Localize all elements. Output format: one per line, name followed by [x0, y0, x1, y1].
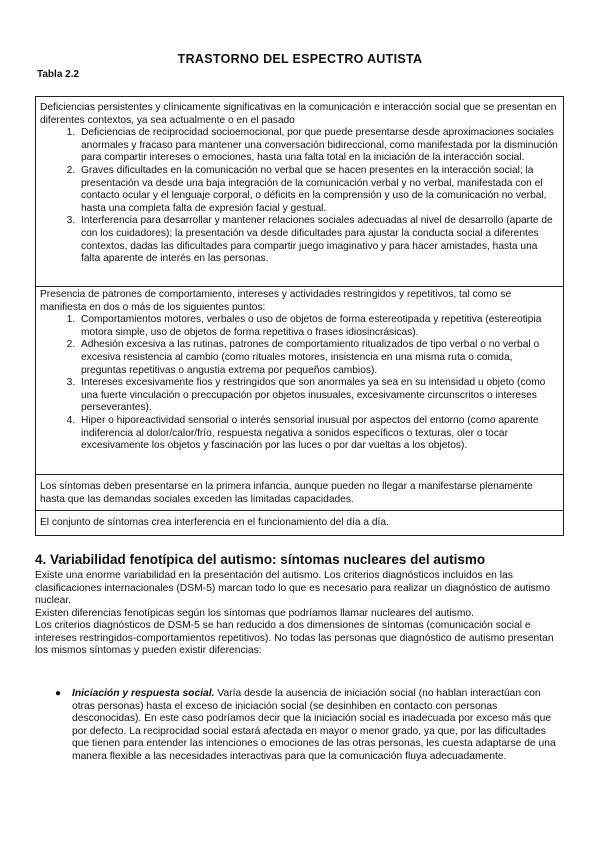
criteria-item: 4. Hiper o hiporeactividad sensorial o interés sensorial inusual por aspectos del entorno (como aparente indiferencia al dolor/calor/frío, respuesta negativa a sonidos específicos o texturas, oler o tocar excesivamente los objetos y fascinación por las luces o por dar vueltas a los objetos).	[78, 415, 559, 453]
criteria-item: 1. Comportamientos motores, verbales o uso de objetos de forma estereotipada y repetitiva (estereotipia motora simple, uso de objetos de forma repetitiva o frases idiosincrásicas).	[78, 314, 559, 339]
criteria-intro: Presencia de patrones de comportamiento, intereses y actividades restringidos y repetitivos, tal como se manifiesta en dos o más de los siguientes puntos:	[40, 289, 512, 313]
section-heading: 4. Variabilidad fenotípica del autismo: síntomas nucleares del autismo	[35, 552, 486, 567]
criteria-row-interference: El conjunto de síntomas crea interferencia en el funcionamiento del día a día.	[36, 510, 563, 535]
body-paragraph: Los criterios diagnósticos de DSM-5 se han reducido a dos dimensiones de síntomas (comunicación social e intereses restringidos-comportamientos repetitivos). No todas las personas que diagnóstico de autismo presentan los mismos síntomas y pueden existir diferencias:	[35, 620, 554, 656]
criteria-item: 3. Interferencia para desarrollar y mantener relaciones sociales adecuadas al nivel de desarrollo (aparte de con los cuidadores); la presentación va desde dificultades para ajustar la conducta social a diferentes contextos, dadas las dificultades para compartir juego imaginativo y para hacer amistades, hasta una falta aparente de interés en las personas.	[78, 215, 559, 265]
bullet-item	[55, 688, 564, 764]
bullet-text: Varía desde la ausencia de iniciación social (no hablan interactúan con otras personas) hasta el exceso de iniciación social (se desinhiben en contacto con personas desconocidas). En este caso podríamos decir que la iniciación social es inadecuada por exceso más que por defecto. La reciprocidad social estará afectada en mayor o menor grado, ya que, por las dificultades que tienen para entender las intenciones o emociones de las otras personas, les cuesta adaptarse de una manera flexible a las necesidades interactivas para que la comunicación fluya adecuadamente.	[72, 688, 556, 762]
bullet-dot-icon: ●	[55, 688, 62, 699]
criteria-row-social-communication	[36, 97, 563, 286]
criteria-row-onset: Los síntomas deben presentarse en la primera infancia, aunque pueden no llegar a manifestarse plenamente hasta que las demandas sociales exceden las limitadas capacidades.	[36, 474, 563, 510]
body-paragraph: Existe una enorme variabilidad en la presentación del autismo. Los criterios diagnósticos incluidos en las clasificaciones internacionales (DSM-5) marcan todo lo que es necesario para realizar un diagnóstico de autismo nuclear.	[35, 570, 551, 606]
body-paragraph: Existen diferencias fenotípicas según los síntomas que podríamos llamar nucleares del autismo.	[35, 607, 474, 619]
criteria-item: 1. Deficiencias de reciprocidad socioemocional, por que puede presentarse desde aproximaciones sociales anormales y fracaso para mantener una conversación bidireccional, como manifestada por la disminución para compartir intereses o emociones, hasta una falta total en la iniciación de la interacción social.	[78, 127, 559, 165]
criteria-item: 3. Intereses excesivamente fios y restringidos que son anormales ya sea en su intensidad u objeto (como una fuerte vinculación o preccupación por objetos inusuales, excesivamente circunscritos o intereses perseverantes).	[78, 377, 559, 415]
criteria-item: 2. Adhesión excesiva a las rutinas, patrones de comportamiento ritualizados de tipo verbal o no verbal o excesiva resistencia al cambio (como rituales motores, insistencia en una misma ruta o comida, preguntas repetitivas o angustia extrema por pequeños cambios).	[78, 339, 559, 377]
criteria-item: 2. Graves dificultades en la comunicación no verbal que se hacen presentes en la interacción social; la presentación va desde una baja integración de la comunicación verbal y no verbal, manifestada con el contacto ocular y el lenguaje corporal, o déficits en la comprensión y uso de la comunicación no verbal, hasta una completa falta de expresión facial y gestual.	[78, 165, 559, 215]
criteria-intro: Deficiencias persistentes y clínicamente significativas en la comunicación e interacción social que se presentan en diferentes contextos, ya sea actualmente o en el pasado	[40, 102, 557, 126]
table-label: Tabla 2.2	[37, 69, 80, 80]
criteria-list	[40, 127, 559, 266]
bullet-title: Iniciación y respuesta social.	[72, 688, 215, 699]
criteria-row-restricted-behaviors	[36, 286, 563, 474]
criteria-table	[35, 96, 564, 536]
section-body	[35, 570, 565, 658]
document-title: TRASTORNO DEL ESPECTRO AUTISTA	[177, 52, 423, 66]
criteria-list	[40, 314, 559, 453]
